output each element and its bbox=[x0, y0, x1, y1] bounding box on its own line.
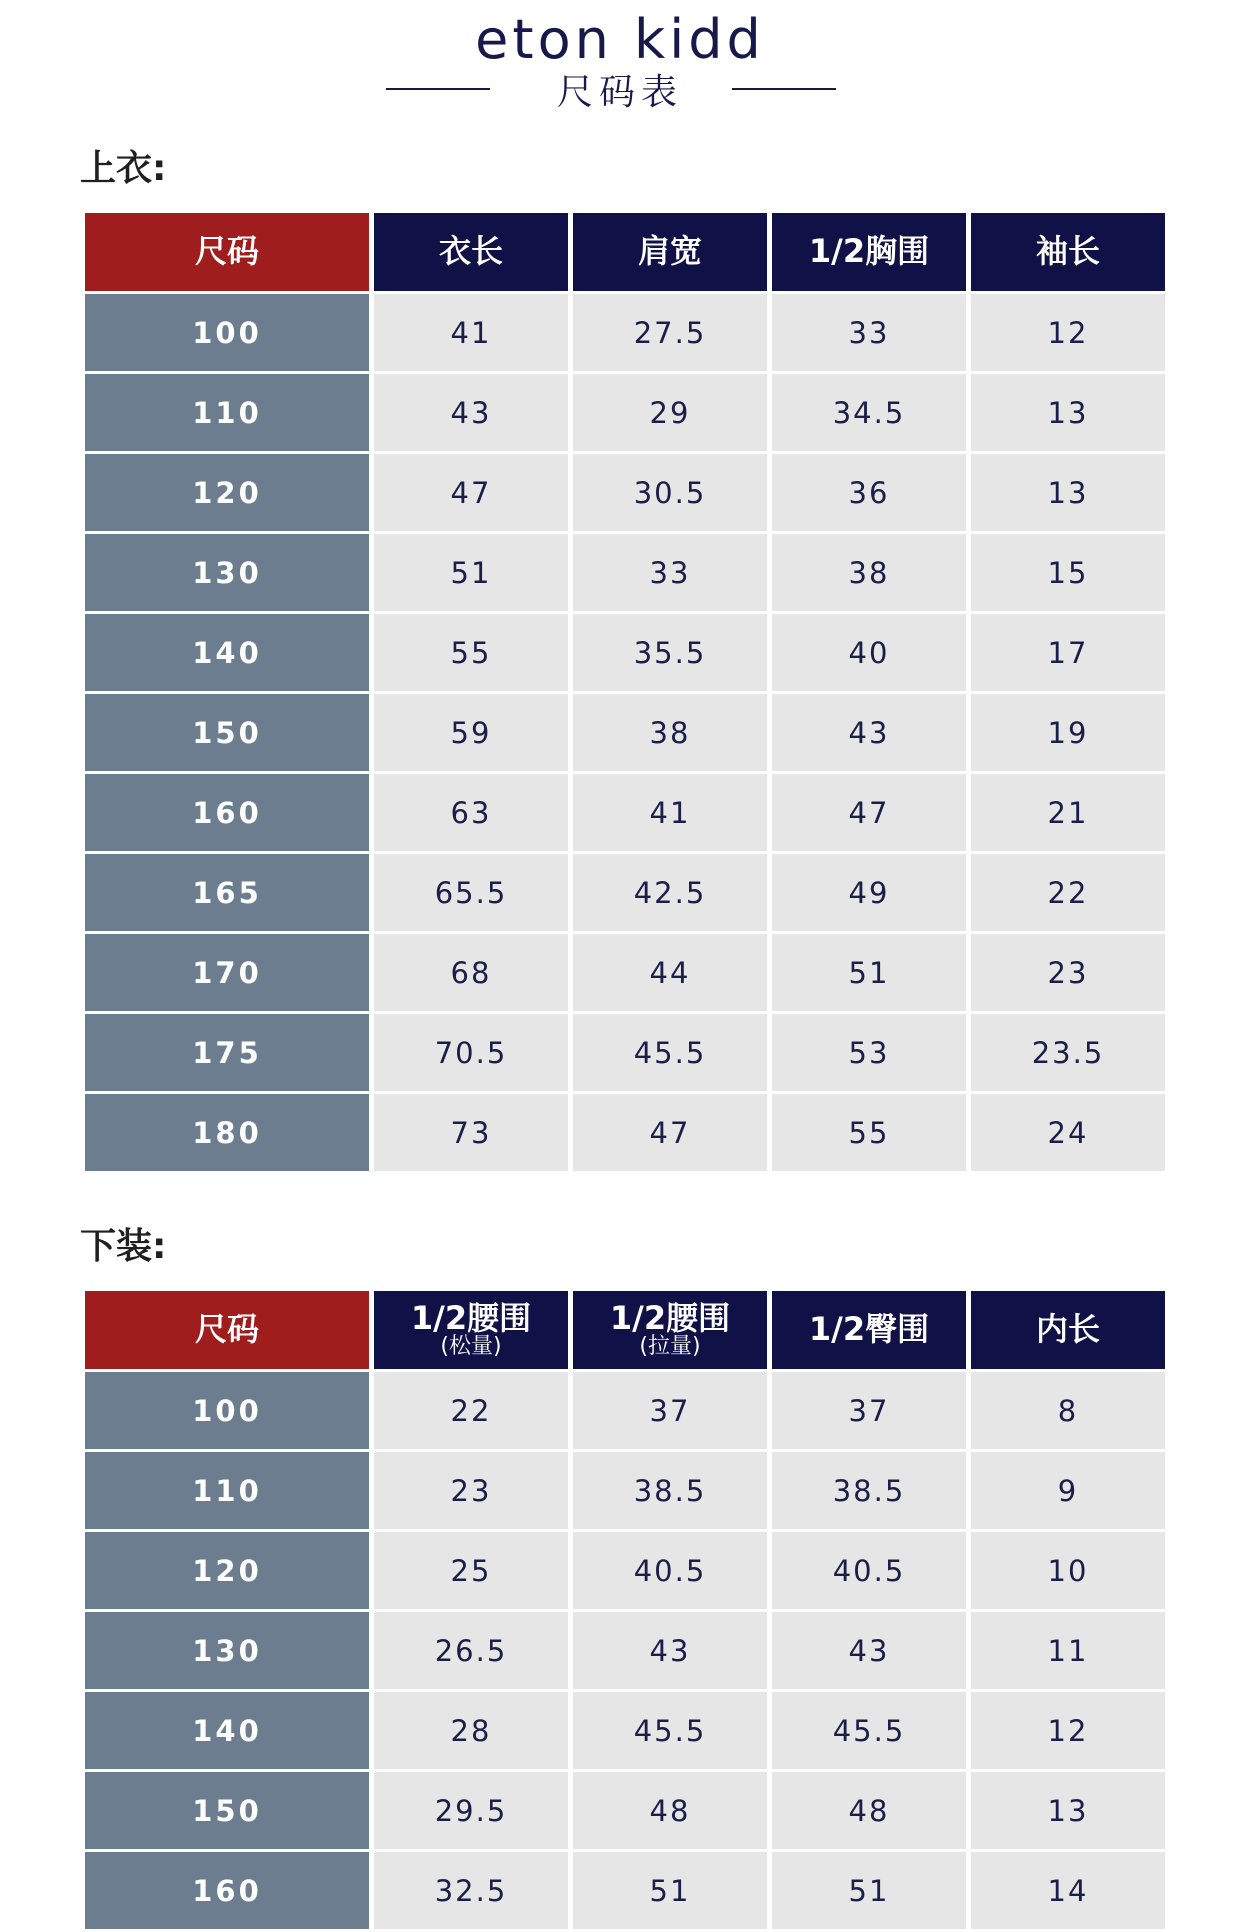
value-cell: 49 bbox=[772, 854, 966, 931]
size-cell: 100 bbox=[85, 294, 369, 371]
value-cell: 29.5 bbox=[374, 1772, 568, 1849]
size-cell: 120 bbox=[85, 454, 369, 531]
value-cell: 11 bbox=[971, 1612, 1165, 1689]
value-cell: 32.5 bbox=[374, 1852, 568, 1929]
value-cell: 23.5 bbox=[971, 1014, 1165, 1091]
column-header bbox=[374, 1291, 568, 1369]
value-cell: 70.5 bbox=[374, 1014, 568, 1091]
value-cell: 43 bbox=[573, 1612, 767, 1689]
value-cell: 47 bbox=[573, 1094, 767, 1171]
value-cell: 26.5 bbox=[374, 1612, 568, 1689]
table-row bbox=[85, 1094, 1165, 1171]
value-cell: 63 bbox=[374, 774, 568, 851]
value-cell: 27.5 bbox=[573, 294, 767, 371]
value-cell: 45.5 bbox=[573, 1014, 767, 1091]
size-cell: 150 bbox=[85, 1772, 369, 1849]
value-cell: 47 bbox=[772, 774, 966, 851]
value-cell: 12 bbox=[971, 294, 1165, 371]
value-cell: 40.5 bbox=[573, 1532, 767, 1609]
value-cell: 55 bbox=[772, 1094, 966, 1171]
value-cell: 40.5 bbox=[772, 1532, 966, 1609]
value-cell: 42.5 bbox=[573, 854, 767, 931]
bottoms-section-title: 下装: bbox=[80, 1226, 167, 1267]
table-row bbox=[85, 774, 1165, 851]
value-cell: 24 bbox=[971, 1094, 1165, 1171]
value-cell: 13 bbox=[971, 374, 1165, 451]
column-header bbox=[573, 1291, 767, 1369]
tops-size-table bbox=[80, 210, 1170, 1174]
table-header-row bbox=[85, 213, 1165, 291]
value-cell: 33 bbox=[573, 534, 767, 611]
value-cell: 51 bbox=[772, 934, 966, 1011]
table-row bbox=[85, 694, 1165, 771]
value-cell: 51 bbox=[374, 534, 568, 611]
value-cell: 35.5 bbox=[573, 614, 767, 691]
value-cell: 38.5 bbox=[573, 1452, 767, 1529]
value-cell: 68 bbox=[374, 934, 568, 1011]
size-cell: 130 bbox=[85, 534, 369, 611]
column-header-label: 1/2臀围 bbox=[808, 1310, 930, 1349]
value-cell: 55 bbox=[374, 614, 568, 691]
value-cell: 28 bbox=[374, 1692, 568, 1769]
value-cell: 44 bbox=[573, 934, 767, 1011]
size-cell: 120 bbox=[85, 1532, 369, 1609]
table-row bbox=[85, 1692, 1165, 1769]
value-cell: 38 bbox=[772, 534, 966, 611]
size-cell: 140 bbox=[85, 1692, 369, 1769]
value-cell: 37 bbox=[573, 1372, 767, 1449]
value-cell: 12 bbox=[971, 1692, 1165, 1769]
value-cell: 34.5 bbox=[772, 374, 966, 451]
value-cell: 37 bbox=[772, 1372, 966, 1449]
column-header bbox=[772, 1291, 966, 1369]
size-column-header: 尺码 bbox=[85, 213, 369, 291]
table-header-row bbox=[85, 1291, 1165, 1369]
table-row bbox=[85, 1452, 1165, 1529]
value-cell: 65.5 bbox=[374, 854, 568, 931]
value-cell: 41 bbox=[374, 294, 568, 371]
column-header: 袖长 bbox=[971, 213, 1165, 291]
column-header-label: 尺码 bbox=[194, 1310, 259, 1349]
value-cell: 22 bbox=[374, 1372, 568, 1449]
value-cell: 19 bbox=[971, 694, 1165, 771]
table-row bbox=[85, 854, 1165, 931]
page-header bbox=[0, 0, 1240, 120]
value-cell: 47 bbox=[374, 454, 568, 531]
table-row bbox=[85, 1372, 1165, 1449]
size-cell: 100 bbox=[85, 1372, 369, 1449]
size-cell: 175 bbox=[85, 1014, 369, 1091]
value-cell: 21 bbox=[971, 774, 1165, 851]
size-cell: 140 bbox=[85, 614, 369, 691]
table-row bbox=[85, 534, 1165, 611]
value-cell: 40 bbox=[772, 614, 966, 691]
value-cell: 15 bbox=[971, 534, 1165, 611]
size-cell: 180 bbox=[85, 1094, 369, 1171]
value-cell: 38 bbox=[573, 694, 767, 771]
size-cell: 110 bbox=[85, 374, 369, 451]
table-row bbox=[85, 1612, 1165, 1689]
value-cell: 73 bbox=[374, 1094, 568, 1171]
size-cell: 130 bbox=[85, 1612, 369, 1689]
size-column-header bbox=[85, 1291, 369, 1369]
value-cell: 22 bbox=[971, 854, 1165, 931]
value-cell: 33 bbox=[772, 294, 966, 371]
table-row bbox=[85, 374, 1165, 451]
column-header-label: 1/2腰围 bbox=[410, 1298, 532, 1337]
value-cell: 45.5 bbox=[772, 1692, 966, 1769]
column-header-note: (松量) bbox=[440, 1334, 502, 1360]
column-header-label: 1/2腰围 bbox=[609, 1298, 731, 1337]
value-cell: 23 bbox=[971, 934, 1165, 1011]
value-cell: 51 bbox=[573, 1852, 767, 1929]
table-row bbox=[85, 1532, 1165, 1609]
value-cell: 30.5 bbox=[573, 454, 767, 531]
brand-logo: eton kidd bbox=[475, 8, 765, 71]
value-cell: 43 bbox=[374, 374, 568, 451]
value-cell: 36 bbox=[772, 454, 966, 531]
column-header: 肩宽 bbox=[573, 213, 767, 291]
value-cell: 9 bbox=[971, 1452, 1165, 1529]
size-cell: 150 bbox=[85, 694, 369, 771]
bottoms-size-table bbox=[80, 1288, 1170, 1932]
value-cell: 13 bbox=[971, 454, 1165, 531]
value-cell: 43 bbox=[772, 1612, 966, 1689]
table-row bbox=[85, 1772, 1165, 1849]
value-cell: 10 bbox=[971, 1532, 1165, 1609]
column-header bbox=[971, 1291, 1165, 1369]
value-cell: 48 bbox=[573, 1772, 767, 1849]
size-cell: 160 bbox=[85, 1852, 369, 1929]
value-cell: 29 bbox=[573, 374, 767, 451]
value-cell: 14 bbox=[971, 1852, 1165, 1929]
size-cell: 110 bbox=[85, 1452, 369, 1529]
table-row bbox=[85, 1014, 1165, 1091]
value-cell: 43 bbox=[772, 694, 966, 771]
column-header-label: 内长 bbox=[1035, 1310, 1100, 1349]
title-rule-right bbox=[732, 88, 836, 90]
value-cell: 45.5 bbox=[573, 1692, 767, 1769]
value-cell: 53 bbox=[772, 1014, 966, 1091]
table-row bbox=[85, 454, 1165, 531]
value-cell: 8 bbox=[971, 1372, 1165, 1449]
value-cell: 23 bbox=[374, 1452, 568, 1529]
value-cell: 25 bbox=[374, 1532, 568, 1609]
value-cell: 59 bbox=[374, 694, 568, 771]
value-cell: 48 bbox=[772, 1772, 966, 1849]
size-cell: 165 bbox=[85, 854, 369, 931]
column-header-note: (拉量) bbox=[639, 1334, 701, 1360]
table-row bbox=[85, 294, 1165, 371]
size-cell: 160 bbox=[85, 774, 369, 851]
column-header: 1/2胸围 bbox=[772, 213, 966, 291]
value-cell: 13 bbox=[971, 1772, 1165, 1849]
table-row bbox=[85, 1852, 1165, 1929]
column-header: 衣长 bbox=[374, 213, 568, 291]
value-cell: 41 bbox=[573, 774, 767, 851]
tops-section-title: 上衣: bbox=[80, 148, 167, 189]
table-row bbox=[85, 934, 1165, 1011]
table-row bbox=[85, 614, 1165, 691]
value-cell: 17 bbox=[971, 614, 1165, 691]
size-cell: 170 bbox=[85, 934, 369, 1011]
page-title: 尺码表 bbox=[556, 72, 683, 113]
value-cell: 51 bbox=[772, 1852, 966, 1929]
value-cell: 38.5 bbox=[772, 1452, 966, 1529]
